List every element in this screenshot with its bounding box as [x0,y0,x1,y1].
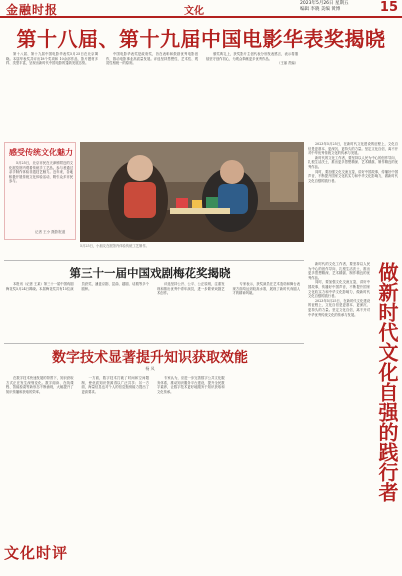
lead-article [6,52,398,136]
section-name: 文化 [184,6,204,17]
main-headline: 第十八届、第十九届中国电影华表奖揭晓 [16,27,386,51]
right-paragraph: 2023年5月25日，在新时代文化建设的征程上，文化自信是更基本、更深沉、更持久的力量。坚定文化自信，离不开对中华优秀传统文化的传承与发展。 [308,142,398,156]
drama-paragraph: 评选坚持公开、公平、公正原则，注重发现和推出优秀中青年演员，进一步繁荣戏剧艺术创作。 [157,282,225,296]
lead-paragraph: 中国电影华表奖是政府奖，旨在表彰和鼓励优秀电影创作，推动电影事业高质量发展。评选坚持思想性、艺术性、观赏性相统一的原则。 [106,52,198,66]
drama-paragraph: 专家表示，获奖演员在艺术造诣和舞台表现方面均达到较高水准，展现了新时代戏剧人才的精神风貌。 [232,282,300,296]
drama-article [6,282,300,340]
drama-paragraph: 本报讯（记者 王某）第三十一届中国戏剧梅花奖5月24日揭晓。本届梅花奖共有15位演员获奖，涵盖京剧、昆曲、越剧、话剧等多个剧种。 [6,282,149,291]
feature-paragraph: 一方面，数字技术打破了时间和空间限制，使优质知识资源得以广泛共享；另一方面，海量信息也对个人的信息甄别能力提出了更高要求。 [81,376,149,394]
lead-paragraph: 颁奖典礼上，获奖影片主创代表分别发表感言，表示将继续坚守创作初心，为观众奉献更多优秀作品。 [206,52,298,61]
feature-headline: 数字技术显著提升知识获取效能 [52,350,248,366]
byline: 杨 凤 [145,366,155,371]
page-header [0,0,402,18]
lead-paragraph: 第十八届、第十九届中国电影华表奖5月25日在北京揭晓。本届华表奖共评出18个奖项和 10余部作品，影片题材多样、类型丰富，呈现出新时代中国电影的蓬勃发展态势。 [6,52,98,66]
section-divider [4,343,304,344]
news-photo [80,142,304,242]
vertical-headline: 做新时代文化自强的践行者 [375,262,399,502]
right-paragraph: 同时，要加强文化交流互鉴，讲好中国故事，传播好中国声音，不断提升国家文化软实力和中华文化影响力，做新时代文化自强的践行者。 [308,169,398,183]
photo-illustration [80,142,304,242]
sidebar-body [9,161,73,225]
masthead: 金融时报 [6,3,59,17]
editor-line: 编辑 李晓 美编 黄博 [300,7,341,12]
header-meta [300,1,348,13]
right-paragraph: 新时代的文化工作者，要坚持以人民为中心的创作导向，扎根生活沃土，推出更多思想精深、艺术精湛、制作精良的优秀作品。 [308,155,398,169]
right-article-cont [308,262,370,572]
column-brand [4,542,90,570]
lead-editor-tag: （王丽 责编） [277,61,298,66]
feature-article [6,376,300,538]
sidebar-editor: 记者 王小 摄影报道 [35,230,66,234]
photo-caption: 5月25日，小朋友在展馆内体验传统工艺制作。 [80,244,149,248]
drama-headline: 第三十一届中国戏剧梅花奖揭晓 [69,266,231,280]
date-line: 2023年5月26日 星期五 [300,1,349,6]
page-number: 15 [379,0,398,15]
right-paragraph: 同时，要加强文化交流互鉴，讲好中国故事，传播好中国声音，不断提升国家文化软实力和中华文化影响力，做新时代文化自强的践行者。 [308,280,370,299]
right-paragraph: 新时代的文化工作者，要坚持以人民为中心的创作导向，扎根生活沃土，推出更多思想精深、艺术精湛、制作精良的优秀作品。 [308,262,370,280]
brand-text: 文化时评 [4,544,69,562]
section-divider [4,260,304,261]
right-paragraph: 2023年5月25日，在新时代文化建设的征程上，文化自信是更基本、更深沉、更持久的力量。坚定文化自信，离不开对中华优秀传统文化的传承与发展。 [308,298,370,317]
right-article [308,142,398,260]
feature-paragraph: 在数字技术快速发展的背景下，知识获取方式正在发生深刻变化。数字阅读、在线课程、智能检索等新形态不断涌现，大幅提升了知识传播和获取的效率。 [6,376,74,394]
sidebar-title: 感受传统文化魅力 [9,148,73,157]
feature-paragraph: 专家认为，应进一步完善数字公共文化服务体系，推动知识服务平台建设，提升全民数字素养，让数字技术更好地服务于知识获取和文化传承。 [157,376,225,394]
sidebar-box [4,142,76,240]
sidebar-paragraph: 5月25日，北京市民在天津桥附近的文化展览馆内观看传统手工艺品。参与者通过亲手制作体验非遗技艺魅力。近年来，各地积极开展传统文化体验活动，吸引众多市民参与。 [9,161,73,184]
